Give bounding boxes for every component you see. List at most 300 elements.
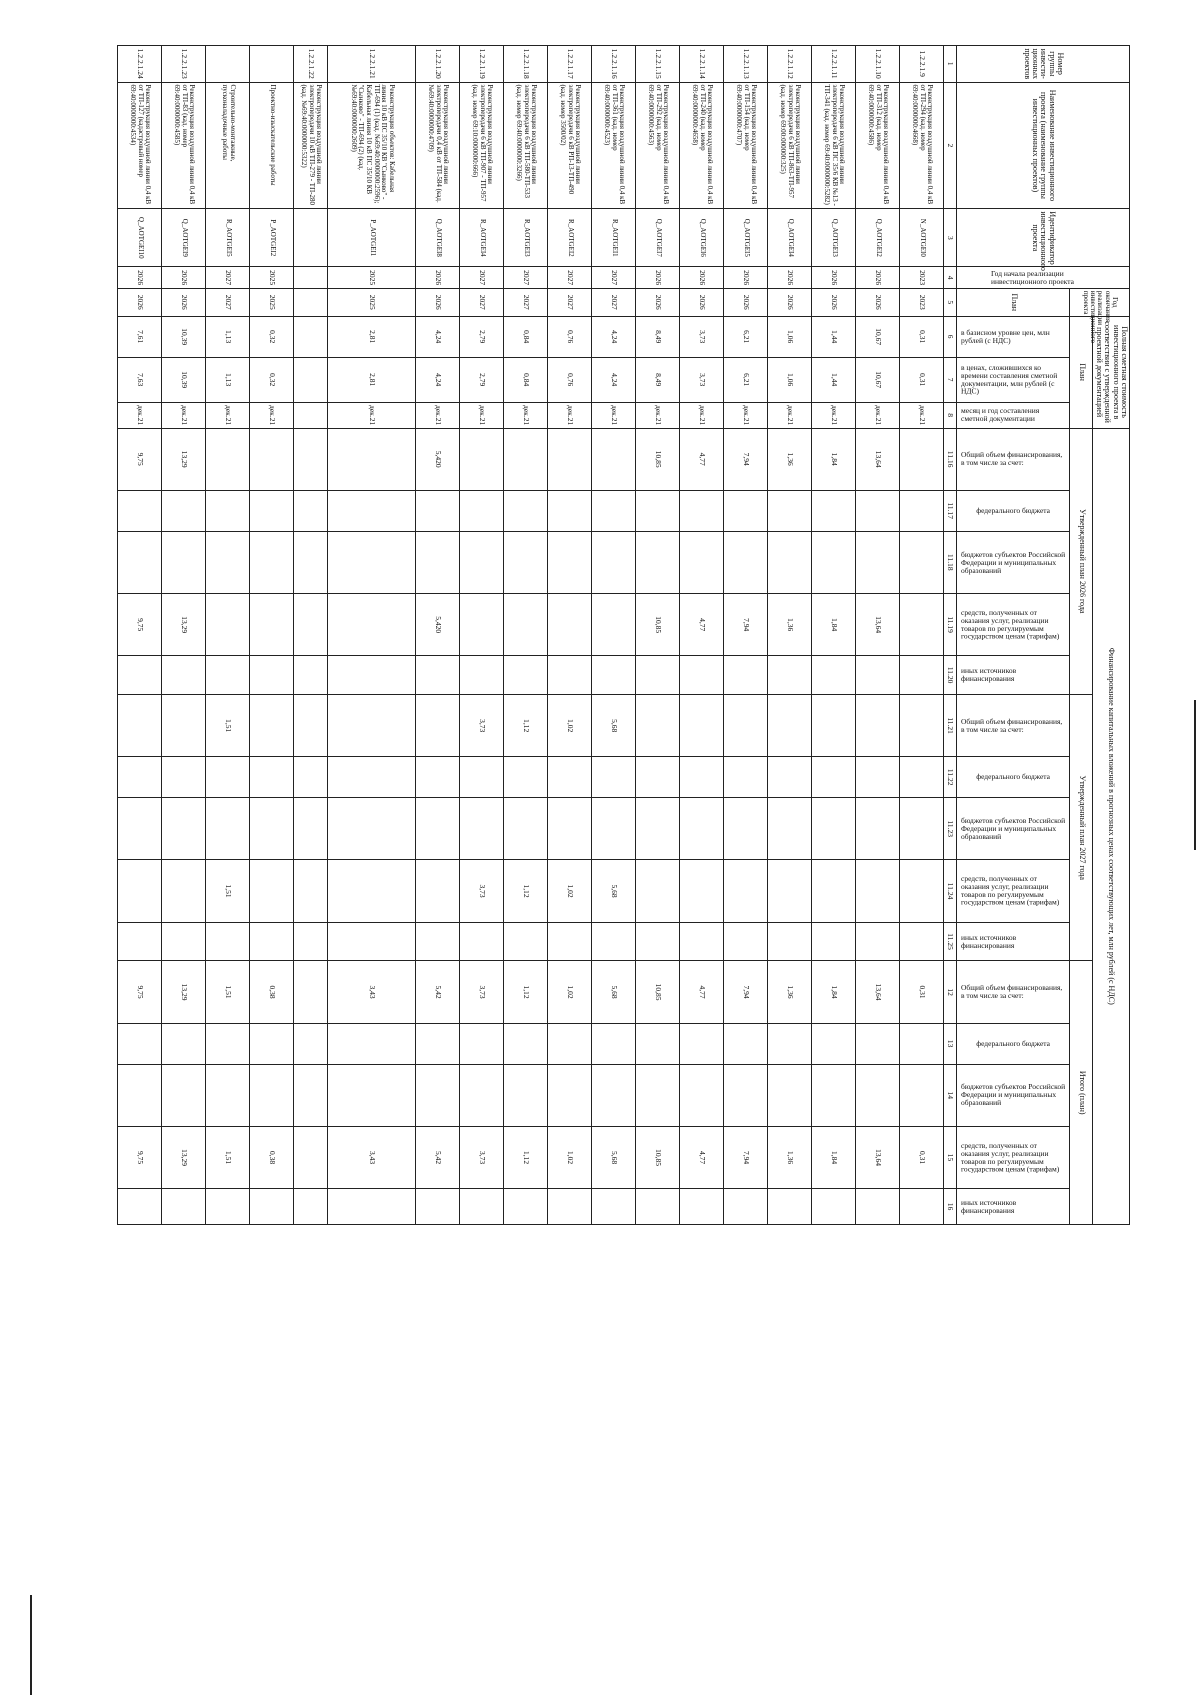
column-number: 11.18 xyxy=(944,531,957,593)
cell-cost-current xyxy=(294,357,328,402)
cell-plan2026-regional xyxy=(118,531,162,593)
cell-total-tariff: 7,94 xyxy=(724,1126,768,1188)
cell-plan2027-regional xyxy=(294,798,328,860)
cell-plan2027-other xyxy=(812,922,856,961)
cell-plan2026-regional xyxy=(206,531,250,593)
cell-plan2027-other xyxy=(680,922,724,961)
margin-line xyxy=(1194,700,1196,850)
cell-total-federal xyxy=(812,1023,856,1064)
cell-project-name: Реконструкция воздушной линии электропередачи 6 кВ ТП-907 - ТП-957 (кад. номер 69:10:0000000:666) xyxy=(460,82,504,209)
cell-plan2026-federal xyxy=(636,490,680,531)
header-sub-other: иных источников финансирования xyxy=(957,656,1070,695)
cell-row-number: 1.2.2.1.12 xyxy=(768,46,812,83)
column-number: 11.22 xyxy=(944,757,957,798)
cell-end-year: 2027 xyxy=(460,288,504,316)
cell-end-year: 2026 xyxy=(162,288,206,316)
cell-end-year: 2026 xyxy=(416,288,460,316)
cell-start-year: 2026 xyxy=(118,267,162,288)
cell-plan2027-other xyxy=(206,922,250,961)
cell-plan2026-total: 5,420 xyxy=(416,428,460,490)
cell-total-regional xyxy=(724,1064,768,1126)
header-sub-total: Общий объем финансирования, в том числе за счет: xyxy=(957,961,1070,1023)
cell-cost-date: дек.21 xyxy=(636,402,680,428)
cell-cost-date: дек.21 xyxy=(328,402,416,428)
table-row xyxy=(768,46,812,1225)
cell-plan2027-total xyxy=(812,694,856,756)
cell-cost-base: 4,24 xyxy=(592,316,636,357)
cell-plan2026-other xyxy=(856,656,900,695)
cell-plan2026-federal xyxy=(328,490,416,531)
cell-total-tariff: 5,42 xyxy=(416,1126,460,1188)
cell-total-regional xyxy=(118,1064,162,1126)
cell-total-other xyxy=(812,1189,856,1225)
cell-total-federal xyxy=(680,1023,724,1064)
cell-plan2027-tariff xyxy=(768,860,812,922)
table-row xyxy=(680,46,724,1225)
header-sub-regional: бюджетов субъектов Российской Федерации и муниципальных образований xyxy=(957,1064,1070,1126)
cell-plan2026-tariff: 13,29 xyxy=(162,593,206,655)
cell-start-year: 2025 xyxy=(250,267,294,288)
cell-plan2027-other xyxy=(768,922,812,961)
cell-end-year: 2026 xyxy=(812,288,856,316)
cell-start-year: 2027 xyxy=(206,267,250,288)
cell-row-number: 1.2.2.1.20 xyxy=(416,46,460,83)
cell-total-federal xyxy=(328,1023,416,1064)
cell-plan2026-total xyxy=(504,428,548,490)
cell-plan2026-federal xyxy=(856,490,900,531)
column-number: 11.20 xyxy=(944,656,957,695)
cell-plan2027-other xyxy=(294,922,328,961)
column-number: 11.21 xyxy=(944,694,957,756)
investment-table xyxy=(117,45,1130,1225)
cell-total-tariff: 1,12 xyxy=(504,1126,548,1188)
cell-project-id: Q_AOTGEI5 xyxy=(724,209,768,267)
cell-total-federal xyxy=(636,1023,680,1064)
cell-plan2026-tariff: 13,64 xyxy=(856,593,900,655)
cell-cost-date: дек.21 xyxy=(250,402,294,428)
cell-plan2026-total xyxy=(592,428,636,490)
column-number: 11.17 xyxy=(944,490,957,531)
cell-plan2027-regional xyxy=(856,798,900,860)
cell-plan2026-federal xyxy=(460,490,504,531)
cell-project-id: R_AOTGEI4 xyxy=(460,209,504,267)
table-row xyxy=(548,46,592,1225)
column-number: 5 xyxy=(944,288,957,316)
cell-plan2027-regional xyxy=(328,798,416,860)
cell-end-year: 2026 xyxy=(856,288,900,316)
cell-total-tariff: 1,51 xyxy=(206,1126,250,1188)
cell-plan2026-other xyxy=(812,656,856,695)
cell-row-number: 1.2.2.1.18 xyxy=(504,46,548,83)
cell-plan2026-other xyxy=(118,656,162,695)
cell-plan2027-regional xyxy=(504,798,548,860)
cell-plan2026-regional xyxy=(812,531,856,593)
cell-total-all: 1,36 xyxy=(768,961,812,1023)
cell-total-other xyxy=(680,1189,724,1225)
cell-plan2027-federal xyxy=(856,757,900,798)
cell-total-regional xyxy=(856,1064,900,1126)
cell-cost-current: 3,73 xyxy=(680,357,724,402)
cell-start-year: 2023 xyxy=(900,267,944,288)
cell-plan2027-total xyxy=(856,694,900,756)
cell-total-federal xyxy=(250,1023,294,1064)
cell-project-id: Q_AOTGEI9 xyxy=(162,209,206,267)
cell-project-name: Строительно-монтажные, пусконаладочные работы xyxy=(206,82,250,209)
cell-plan2027-other xyxy=(162,922,206,961)
cell-row-number: 1.2.2.1.13 xyxy=(724,46,768,83)
header-cost-base: в базисном уровне цен, млн рублей (с НДС) xyxy=(957,316,1070,357)
cell-plan2026-regional xyxy=(416,531,460,593)
table-row xyxy=(636,46,680,1225)
cell-plan2026-tariff: 7,94 xyxy=(724,593,768,655)
cell-cost-date: дек.21 xyxy=(900,402,944,428)
cell-total-federal xyxy=(460,1023,504,1064)
cell-plan2026-regional xyxy=(504,531,548,593)
cell-plan2026-regional xyxy=(162,531,206,593)
cell-plan2027-other xyxy=(504,922,548,961)
cell-end-year: 2027 xyxy=(548,288,592,316)
cell-cost-current: 8,49 xyxy=(636,357,680,402)
cell-cost-current: 0,76 xyxy=(548,357,592,402)
cell-total-tariff: 1,02 xyxy=(548,1126,592,1188)
cell-project-name: Реконструкция воздушной линии 0,4 кВ от ТП-312 (кад. номер 69:40:0000000:4586) xyxy=(856,82,900,209)
cell-cost-date: дек.21 xyxy=(460,402,504,428)
cell-total-regional xyxy=(206,1064,250,1126)
cell-plan2027-tariff xyxy=(328,860,416,922)
cell-row-number: 1.2.2.1.15 xyxy=(636,46,680,83)
cell-plan2026-total: 10,85 xyxy=(636,428,680,490)
cell-plan2026-federal xyxy=(416,490,460,531)
cell-plan2027-regional xyxy=(250,798,294,860)
cell-start-year: 2026 xyxy=(812,267,856,288)
cell-project-name: Реконструкция воздушной линии электропередачи 6 кВ ПС 35/6 КВ №13 - ТП-341 (кад. номер 69:40:0000000:5282) xyxy=(812,82,856,209)
cell-plan2027-federal xyxy=(460,757,504,798)
cell-total-other xyxy=(206,1189,250,1225)
cell-plan2027-tariff xyxy=(812,860,856,922)
cell-plan2027-federal xyxy=(636,757,680,798)
cell-cost-base: 2,79 xyxy=(460,316,504,357)
header-sub-other: иных источников финансирования xyxy=(957,922,1070,961)
header-plan-2027: Утвержденный план 2027 года xyxy=(1070,694,1093,960)
column-number: 1 xyxy=(944,46,957,83)
cell-project-name: Реконструкция объектов: Кабельная линия 10 кВ ПС 35/10 КВ "Сынково" - ТП-694 (1) (кад. №69:40:0000000:2596); Кабельная линия 10 кВ ПС 35/10 КВ "Сынково" - ТП-694 (2) (кад. №69:40:0000000:2609) xyxy=(328,82,416,209)
cell-total-tariff: 3,73 xyxy=(460,1126,504,1188)
cell-plan2027-total: 1,51 xyxy=(206,694,250,756)
cell-plan2027-tariff xyxy=(118,860,162,922)
cell-plan2026-federal xyxy=(118,490,162,531)
table-row xyxy=(900,46,944,1225)
cell-plan2026-other xyxy=(724,656,768,695)
cell-project-id: R_AOTGEI5 xyxy=(206,209,250,267)
cell-total-tariff: 3,43 xyxy=(328,1126,416,1188)
cell-total-other xyxy=(636,1189,680,1225)
cell-start-year: 2026 xyxy=(680,267,724,288)
cell-total-other xyxy=(592,1189,636,1225)
cell-cost-current: 6,21 xyxy=(724,357,768,402)
cell-total-federal xyxy=(118,1023,162,1064)
cell-cost-base: 3,73 xyxy=(680,316,724,357)
header-plan-2026: Утвержденный план 2026 года xyxy=(1070,428,1093,694)
cell-total-tariff: 1,36 xyxy=(768,1126,812,1188)
cell-cost-current: 4,24 xyxy=(592,357,636,402)
header-sub-total: Общий объем финансирования, в том числе за счет: xyxy=(957,694,1070,756)
cell-project-id: P_AOTGEI1 xyxy=(328,209,416,267)
cell-plan2026-tariff xyxy=(460,593,504,655)
cell-plan2026-tariff xyxy=(328,593,416,655)
cell-plan2026-federal xyxy=(592,490,636,531)
cell-total-regional xyxy=(900,1064,944,1126)
cell-plan2026-federal xyxy=(768,490,812,531)
cell-plan2026-tariff xyxy=(294,593,328,655)
cell-plan2026-other xyxy=(548,656,592,695)
cell-plan2026-total xyxy=(328,428,416,490)
cell-total-regional xyxy=(460,1064,504,1126)
cell-start-year xyxy=(294,267,328,288)
cell-project-name: Реконструкция воздушной линии 0,4 кВ от ТП-154 (кад. номер 69:40:0000000:4707) xyxy=(724,82,768,209)
cell-project-id: Q_AOTGEI3 xyxy=(812,209,856,267)
cell-plan2027-total xyxy=(328,694,416,756)
cell-plan2026-regional xyxy=(680,531,724,593)
cell-cost-current: 0,32 xyxy=(250,357,294,402)
cell-start-year: 2026 xyxy=(416,267,460,288)
cell-row-number: 1.2.2.1.22 xyxy=(294,46,328,83)
cell-cost-base: 0,84 xyxy=(504,316,548,357)
cell-plan2027-total xyxy=(162,694,206,756)
cell-plan2027-regional xyxy=(416,798,460,860)
cell-cost-base: 1,13 xyxy=(206,316,250,357)
cell-project-name: Реконструкция воздушной линии 0,4 кВ от ТП-127 (кадастровый номер 69:40:0000000:4534) xyxy=(118,82,162,209)
cell-plan2026-total: 4,77 xyxy=(680,428,724,490)
cell-total-other xyxy=(118,1189,162,1225)
cell-total-tariff: 9,75 xyxy=(118,1126,162,1188)
cell-row-number: 1.2.2.1.16 xyxy=(592,46,636,83)
cell-plan2027-regional xyxy=(118,798,162,860)
cell-plan2027-regional xyxy=(460,798,504,860)
cell-plan2027-federal xyxy=(548,757,592,798)
cell-plan2026-tariff xyxy=(592,593,636,655)
cell-total-tariff: 1,84 xyxy=(812,1126,856,1188)
cell-row-number xyxy=(250,46,294,83)
cell-cost-base: 0,31 xyxy=(900,316,944,357)
cell-project-id: N_AOTGEI0 xyxy=(900,209,944,267)
cell-plan2026-tariff xyxy=(900,593,944,655)
cell-plan2027-tariff: 1,12 xyxy=(504,860,548,922)
cell-cost-current: 7,63 xyxy=(118,357,162,402)
cell-plan2026-total xyxy=(250,428,294,490)
cell-total-all: 5,42 xyxy=(416,961,460,1023)
cell-total-regional xyxy=(328,1064,416,1126)
cell-total-federal xyxy=(592,1023,636,1064)
cell-cost-current: 10,67 xyxy=(856,357,900,402)
cell-row-number: 1.2.2.1.19 xyxy=(460,46,504,83)
cell-total-all: 3,73 xyxy=(460,961,504,1023)
cell-plan2026-other xyxy=(162,656,206,695)
cell-plan2026-total: 7,94 xyxy=(724,428,768,490)
column-number: 6 xyxy=(944,316,957,357)
cell-cost-base: 10,67 xyxy=(856,316,900,357)
header-cost-date: месяц и год составления сметной документации xyxy=(957,402,1070,428)
cell-cost-base: 6,21 xyxy=(724,316,768,357)
cell-plan2026-tariff: 4,77 xyxy=(680,593,724,655)
header-sub-other: иных источников финансирования xyxy=(957,1189,1070,1225)
cell-plan2027-federal xyxy=(118,757,162,798)
cell-cost-date: дек.21 xyxy=(206,402,250,428)
cell-start-year: 2026 xyxy=(856,267,900,288)
cell-plan2027-federal xyxy=(162,757,206,798)
cell-total-all: 1,12 xyxy=(504,961,548,1023)
table-row xyxy=(118,46,162,1225)
cell-total-tariff: 0,38 xyxy=(250,1126,294,1188)
cell-project-name: Реконструкция воздушной линии 0,4 кВ от ТП-294 (кад. номер 69:40:0000000:4668) xyxy=(900,82,944,209)
cell-plan2027-regional xyxy=(900,798,944,860)
cell-plan2026-other xyxy=(636,656,680,695)
cell-total-other xyxy=(328,1189,416,1225)
cell-plan2027-tariff xyxy=(416,860,460,922)
cell-row-number: 1.2.2.1.10 xyxy=(856,46,900,83)
cell-plan2027-tariff xyxy=(162,860,206,922)
header-project-name: Наименование инвестиционного проекта (наименование группы инвестиционных проектов) xyxy=(957,82,1130,209)
cell-plan2027-federal xyxy=(504,757,548,798)
header-cost-group: Полная сметная стоимость инвестиционного проекта в соответствии с утвержденной проектной документацией xyxy=(1093,316,1130,428)
cell-project-name: Реконструкция воздушной линии 0,4 кВ от ТП-240 (кад. номер 69:40:0000000:4658) xyxy=(680,82,724,209)
cell-project-name: Реконструкция воздушной линии электропередачи 6 кВ ТП-580-ТП-533 (кад. номер 69:40:0000000:3266) xyxy=(504,82,548,209)
cell-start-year: 2026 xyxy=(162,267,206,288)
cell-plan2026-tariff: 9,75 xyxy=(118,593,162,655)
cell-plan2027-federal xyxy=(724,757,768,798)
cell-cost-current: 1,44 xyxy=(812,357,856,402)
cell-plan2026-regional xyxy=(294,531,328,593)
cell-plan2026-total xyxy=(294,428,328,490)
cell-project-id: P_AOTGEI2 xyxy=(250,209,294,267)
cell-cost-date: дек.21 xyxy=(416,402,460,428)
column-number: 12 xyxy=(944,961,957,1023)
cell-plan2026-total xyxy=(460,428,504,490)
cell-plan2026-regional xyxy=(724,531,768,593)
cell-plan2026-regional xyxy=(856,531,900,593)
table-row xyxy=(812,46,856,1225)
cell-total-tariff: 4,77 xyxy=(680,1126,724,1188)
cell-plan2026-total xyxy=(548,428,592,490)
cell-end-year xyxy=(294,288,328,316)
cell-total-other xyxy=(900,1189,944,1225)
cell-total-federal xyxy=(768,1023,812,1064)
column-number: 11.19 xyxy=(944,593,957,655)
column-number: 15 xyxy=(944,1126,957,1188)
cell-plan2026-tariff xyxy=(206,593,250,655)
cell-cost-current: 10,39 xyxy=(162,357,206,402)
cell-plan2027-total xyxy=(416,694,460,756)
cell-row-number xyxy=(206,46,250,83)
cell-plan2026-other xyxy=(328,656,416,695)
cell-plan2027-other xyxy=(250,922,294,961)
header-sub-tariff: средств, полученных от оказания услуг, реализации товаров по регулируемым государством ценам (тарифам) xyxy=(957,860,1070,922)
cell-plan2026-total: 13,64 xyxy=(856,428,900,490)
cell-total-tariff: 13,29 xyxy=(162,1126,206,1188)
cell-cost-current: 2,79 xyxy=(460,357,504,402)
cell-plan2027-other xyxy=(592,922,636,961)
cell-plan2027-federal xyxy=(900,757,944,798)
cell-plan2026-regional xyxy=(768,531,812,593)
cell-plan2026-tariff: 1,36 xyxy=(768,593,812,655)
cell-total-other xyxy=(162,1189,206,1225)
cell-total-regional xyxy=(250,1064,294,1126)
cell-total-regional xyxy=(504,1064,548,1126)
table-row xyxy=(504,46,548,1225)
cell-plan2026-federal xyxy=(548,490,592,531)
header-end-plan: План xyxy=(957,288,1070,316)
cell-plan2027-regional xyxy=(768,798,812,860)
cell-row-number: 1.2.2.1.11 xyxy=(812,46,856,83)
cell-project-id: R_AOTGEI3 xyxy=(504,209,548,267)
cell-start-year: 2026 xyxy=(636,267,680,288)
cell-total-all: 5,68 xyxy=(592,961,636,1023)
cell-total-federal xyxy=(856,1023,900,1064)
cell-plan2027-regional xyxy=(548,798,592,860)
cell-project-name: Реконструкция воздушной линии электропередачи 0,4 кВ от ТП-584 (кад. №69:40:0000000:4709) xyxy=(416,82,460,209)
cell-cost-date: дек.21 xyxy=(592,402,636,428)
cell-plan2027-other xyxy=(856,922,900,961)
cell-total-federal xyxy=(724,1023,768,1064)
cell-plan2026-other xyxy=(416,656,460,695)
column-number: 4 xyxy=(944,267,957,288)
cell-plan2026-federal xyxy=(680,490,724,531)
cell-plan2027-other xyxy=(118,922,162,961)
cell-total-all: 10,85 xyxy=(636,961,680,1023)
cell-row-number: 1.2.2.1.24 xyxy=(118,46,162,83)
cell-plan2026-federal xyxy=(250,490,294,531)
cell-total-regional xyxy=(636,1064,680,1126)
cell-plan2027-federal xyxy=(294,757,328,798)
cell-project-id: Q_AOTGEI6 xyxy=(680,209,724,267)
cell-total-regional xyxy=(162,1064,206,1126)
cell-total-regional xyxy=(680,1064,724,1126)
column-number: 7 xyxy=(944,357,957,402)
cell-plan2026-regional xyxy=(250,531,294,593)
cell-end-year: 2027 xyxy=(206,288,250,316)
cell-plan2026-total: 13,29 xyxy=(162,428,206,490)
cell-plan2026-federal xyxy=(812,490,856,531)
cell-project-id: Q_AOTGEI2 xyxy=(856,209,900,267)
cell-total-federal xyxy=(504,1023,548,1064)
cell-plan2026-federal xyxy=(294,490,328,531)
cell-total-all: 0,31 xyxy=(900,961,944,1023)
cell-plan2026-federal xyxy=(504,490,548,531)
cell-cost-current: 1,13 xyxy=(206,357,250,402)
cell-plan2026-federal xyxy=(724,490,768,531)
cell-start-year: 2026 xyxy=(768,267,812,288)
cell-total-tariff: 0,31 xyxy=(900,1126,944,1188)
cell-project-id: Q_AOTGEI4 xyxy=(768,209,812,267)
header-group-number: Номер группы инвести-ционных проектов xyxy=(957,46,1130,83)
column-number: 2 xyxy=(944,82,957,209)
cell-plan2026-tariff: 5,420 xyxy=(416,593,460,655)
cell-plan2026-regional xyxy=(636,531,680,593)
cell-total-all: 3,43 xyxy=(328,961,416,1023)
cell-plan2027-tariff xyxy=(680,860,724,922)
table-row xyxy=(416,46,460,1225)
cell-start-year: 2027 xyxy=(504,267,548,288)
rotated-document-page xyxy=(50,45,1130,1225)
cell-plan2027-federal xyxy=(250,757,294,798)
cell-plan2026-tariff xyxy=(504,593,548,655)
cell-plan2026-regional xyxy=(592,531,636,593)
cell-plan2026-regional xyxy=(460,531,504,593)
cell-cost-base: 7,61 xyxy=(118,316,162,357)
cell-total-federal xyxy=(416,1023,460,1064)
column-number: 14 xyxy=(944,1064,957,1126)
cell-plan2027-regional xyxy=(680,798,724,860)
cell-cost-current: 0,84 xyxy=(504,357,548,402)
